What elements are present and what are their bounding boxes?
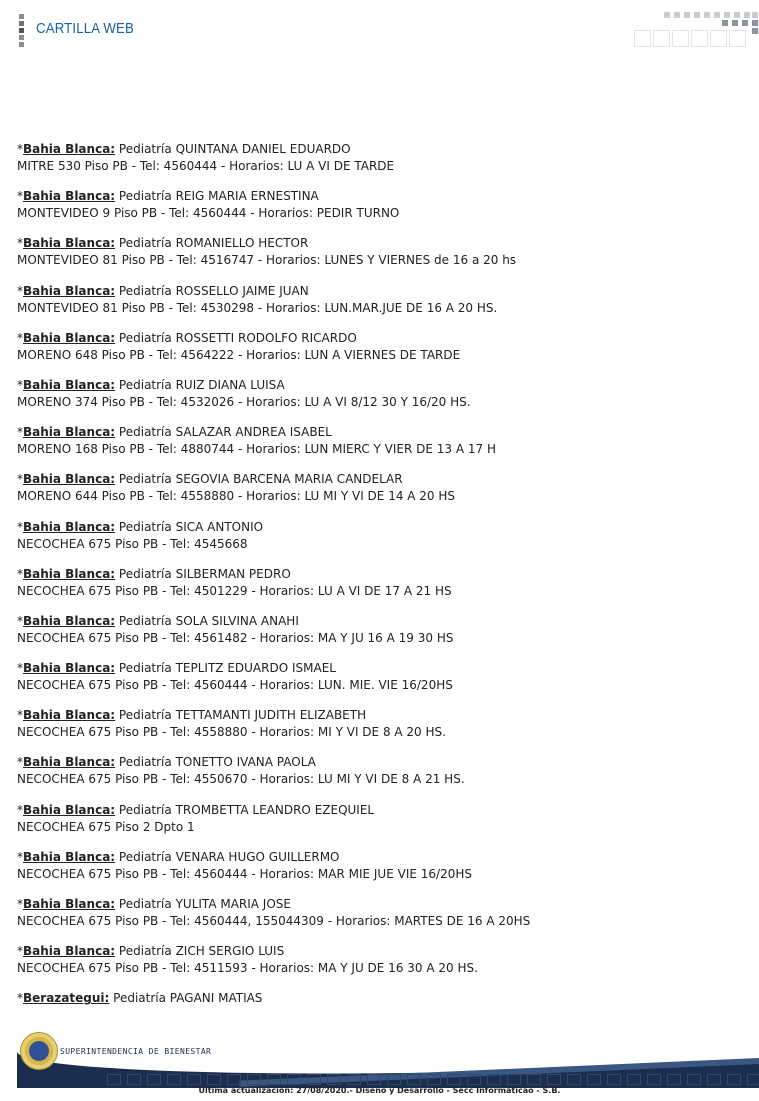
entry-details: NECOCHEA 675 Piso PB - Tel: 4560444 - Horarios: LUN. MIE. VIE 16/20HS xyxy=(17,678,453,693)
entry-city: Bahia Blanca: xyxy=(23,519,116,534)
entry-city: Bahia Blanca: xyxy=(23,425,116,440)
provider-entry xyxy=(17,566,747,600)
entry-details: NECOCHEA 675 Piso PB - Tel: 4550670 - Horarios: LU MI Y VI DE 8 A 21 HS. xyxy=(17,772,465,787)
entry-provider-name: TROMBETTA LEANDRO EZEQUIEL xyxy=(175,802,375,817)
provider-entry xyxy=(17,235,747,269)
entry-provider-name: TETTAMANTI JUDITH ELIZABETH xyxy=(175,708,367,723)
entry-city: Bahia Blanca: xyxy=(23,849,116,864)
provider-entry xyxy=(17,802,747,836)
brand-bars-icon xyxy=(19,14,24,47)
entry-specialty: Pediatría xyxy=(118,283,172,298)
entry-prefix: * xyxy=(17,802,23,817)
entry-prefix: * xyxy=(17,283,23,298)
entry-prefix: * xyxy=(17,708,23,723)
provider-entry xyxy=(17,188,747,222)
entry-details: MORENO 644 Piso PB - Tel: 4558880 - Horarios: LU MI Y VI DE 14 A 20 HS xyxy=(17,489,456,504)
entry-city: Bahia Blanca: xyxy=(23,755,116,770)
entry-city: Bahia Blanca: xyxy=(23,708,116,723)
entry-prefix: * xyxy=(17,377,23,392)
provider-entry xyxy=(17,424,747,458)
provider-entry xyxy=(17,896,747,930)
page-header xyxy=(0,0,759,60)
entry-details: NECOCHEA 675 Piso PB - Tel: 4560444 - Horarios: MAR MIE JUE VIE 16/20HS xyxy=(17,866,472,881)
provider-entry xyxy=(17,943,747,977)
entry-specialty: Pediatría xyxy=(118,425,172,440)
entry-details: NECOCHEA 675 Piso 2 Dpto 1 xyxy=(17,819,195,834)
entry-city: Bahia Blanca: xyxy=(23,661,116,676)
entry-details: MONTEVIDEO 81 Piso PB - Tel: 4516747 - Horarios: LUNES Y VIERNES de 16 a 20 hs xyxy=(17,253,517,268)
entry-provider-name: VENARA HUGO GUILLERMO xyxy=(175,849,340,864)
entry-prefix: * xyxy=(17,142,23,156)
entry-prefix: * xyxy=(17,566,23,581)
entry-provider-name: ROSSETTI RODOLFO RICARDO xyxy=(175,330,357,345)
page-title: CARTILLA WEB xyxy=(36,20,134,37)
entry-prefix: * xyxy=(17,519,23,534)
provider-entry xyxy=(17,471,747,505)
entry-specialty: Pediatría xyxy=(118,613,172,628)
entry-prefix: * xyxy=(17,189,23,204)
entry-city: Bahia Blanca: xyxy=(23,472,116,487)
organization-name: SUPERINTENDENCIA DE BIENESTAR xyxy=(60,1047,212,1056)
entry-specialty: Pediatría xyxy=(113,991,166,1006)
entry-specialty: Pediatría xyxy=(118,802,172,817)
entry-specialty: Pediatría xyxy=(118,142,172,156)
entry-prefix: * xyxy=(17,425,23,440)
entry-city: Berazategui: xyxy=(23,991,110,1006)
entry-details: MORENO 168 Piso PB - Tel: 4880744 - Horarios: LUN MIERC Y VIER DE 13 A 17 H xyxy=(17,442,497,457)
entry-provider-name: SICA ANTONIO xyxy=(175,519,264,534)
entry-specialty: Pediatría xyxy=(118,566,172,581)
entry-city: Bahia Blanca: xyxy=(23,613,116,628)
entry-prefix: * xyxy=(17,849,23,864)
entry-city: Bahia Blanca: xyxy=(23,897,116,911)
entry-prefix: * xyxy=(17,236,23,251)
entry-city: Bahia Blanca: xyxy=(23,189,116,204)
entry-city: Bahia Blanca: xyxy=(23,377,116,392)
provider-entry xyxy=(17,660,747,694)
provider-entry xyxy=(17,849,747,883)
entry-provider-name: SEGOVIA BARCENA MARIA CANDELAR xyxy=(175,472,403,487)
provider-entry xyxy=(17,754,747,788)
entry-details: NECOCHEA 675 Piso PB - Tel: 4545668 xyxy=(17,536,248,551)
entry-city: Bahia Blanca: xyxy=(23,944,116,959)
entry-prefix: * xyxy=(17,472,23,487)
entry-details: NECOCHEA 675 Piso PB - Tel: 4511593 - Horarios: MA Y JU DE 16 30 A 20 HS. xyxy=(17,961,478,976)
entry-prefix: * xyxy=(17,755,23,770)
provider-entry xyxy=(17,141,747,175)
entry-prefix: * xyxy=(17,897,23,911)
entry-specialty: Pediatría xyxy=(118,897,172,911)
provider-entry xyxy=(17,283,747,317)
provider-entry xyxy=(17,613,747,647)
entry-provider-name: TONETTO IVANA PAOLA xyxy=(175,755,316,770)
entry-details: MORENO 374 Piso PB - Tel: 4532026 - Horarios: LU A VI 8/12 30 Y 16/20 HS. xyxy=(17,394,471,409)
entry-details: NECOCHEA 675 Piso PB - Tel: 4501229 - Horarios: LU A VI DE 17 A 21 HS xyxy=(17,583,452,598)
decorative-squares-icon xyxy=(634,12,759,48)
entry-details: MORENO 648 Piso PB - Tel: 4564222 - Horarios: LUN A VIERNES DE TARDE xyxy=(17,347,461,362)
entry-provider-name: RUIZ DIANA LUISA xyxy=(175,377,285,392)
footer-band xyxy=(17,1052,759,1088)
entry-specialty: Pediatría xyxy=(118,377,172,392)
provider-entry xyxy=(17,707,747,741)
entry-provider-name: REIG MARIA ERNESTINA xyxy=(175,189,319,204)
entry-city: Bahia Blanca: xyxy=(23,236,116,251)
entry-prefix: * xyxy=(17,991,23,1006)
entry-specialty: Pediatría xyxy=(118,330,172,345)
entry-provider-name: ROMANIELLO HECTOR xyxy=(175,236,309,251)
entry-provider-name: SOLA SILVINA ANAHI xyxy=(175,613,299,628)
provider-list xyxy=(17,141,747,1021)
entry-provider-name: QUINTANA DANIEL EDUARDO xyxy=(175,142,351,156)
entry-prefix: * xyxy=(17,661,23,676)
entry-prefix: * xyxy=(17,944,23,959)
entry-city: Bahia Blanca: xyxy=(23,802,116,817)
entry-details: NECOCHEA 675 Piso PB - Tel: 4561482 - Horarios: MA Y JU 16 A 19 30 HS xyxy=(17,630,454,645)
entry-prefix: * xyxy=(17,330,23,345)
entry-prefix: * xyxy=(17,613,23,628)
entry-details: MONTEVIDEO 9 Piso PB - Tel: 4560444 - Horarios: PEDIR TURNO xyxy=(17,206,400,221)
update-line: Última actualización: 27/08/2020.- Diseño y Desarrollo - Secc Informáticao - S.B. xyxy=(198,1086,561,1095)
page-footer xyxy=(0,1028,759,1101)
entry-specialty: Pediatría xyxy=(118,849,172,864)
entry-specialty: Pediatría xyxy=(118,472,172,487)
entry-details: MONTEVIDEO 81 Piso PB - Tel: 4530298 - Horarios: LUN.MAR.JUE DE 16 A 20 HS. xyxy=(17,300,498,315)
provider-entry xyxy=(17,330,747,364)
seal-logo-icon xyxy=(20,1032,58,1070)
entry-details: NECOCHEA 675 Piso PB - Tel: 4560444, 155044309 - Horarios: MARTES DE 16 A 20HS xyxy=(17,914,531,928)
entry-specialty: Pediatría xyxy=(118,236,172,251)
entry-specialty: Pediatría xyxy=(118,189,172,204)
entry-provider-name: ZICH SERGIO LUIS xyxy=(175,944,285,959)
provider-entry xyxy=(17,377,747,411)
entry-specialty: Pediatría xyxy=(118,708,172,723)
entry-provider-name: SILBERMAN PEDRO xyxy=(175,566,291,581)
entry-provider-name: ROSSELLO JAIME JUAN xyxy=(175,283,309,298)
entry-specialty: Pediatría xyxy=(118,755,172,770)
entry-specialty: Pediatría xyxy=(118,944,172,959)
entry-provider-name: TEPLITZ EDUARDO ISMAEL xyxy=(175,661,336,676)
entry-city: Bahia Blanca: xyxy=(23,142,116,156)
provider-entry xyxy=(17,990,747,1007)
entry-city: Bahia Blanca: xyxy=(23,283,116,298)
entry-city: Bahia Blanca: xyxy=(23,330,116,345)
provider-entry xyxy=(17,519,747,553)
entry-city: Bahia Blanca: xyxy=(23,566,116,581)
entry-specialty: Pediatría xyxy=(118,661,172,676)
entry-provider-name: YULITA MARIA JOSE xyxy=(175,897,291,911)
entry-provider-name: PAGANI MATIAS xyxy=(169,991,263,1006)
entry-provider-name: SALAZAR ANDREA ISABEL xyxy=(175,425,332,440)
entry-details: NECOCHEA 675 Piso PB - Tel: 4558880 - Horarios: MI Y VI DE 8 A 20 HS. xyxy=(17,725,446,740)
entry-details: MITRE 530 Piso PB - Tel: 4560444 - Horarios: LU A VI DE TARDE xyxy=(17,159,395,173)
entry-specialty: Pediatría xyxy=(118,519,172,534)
